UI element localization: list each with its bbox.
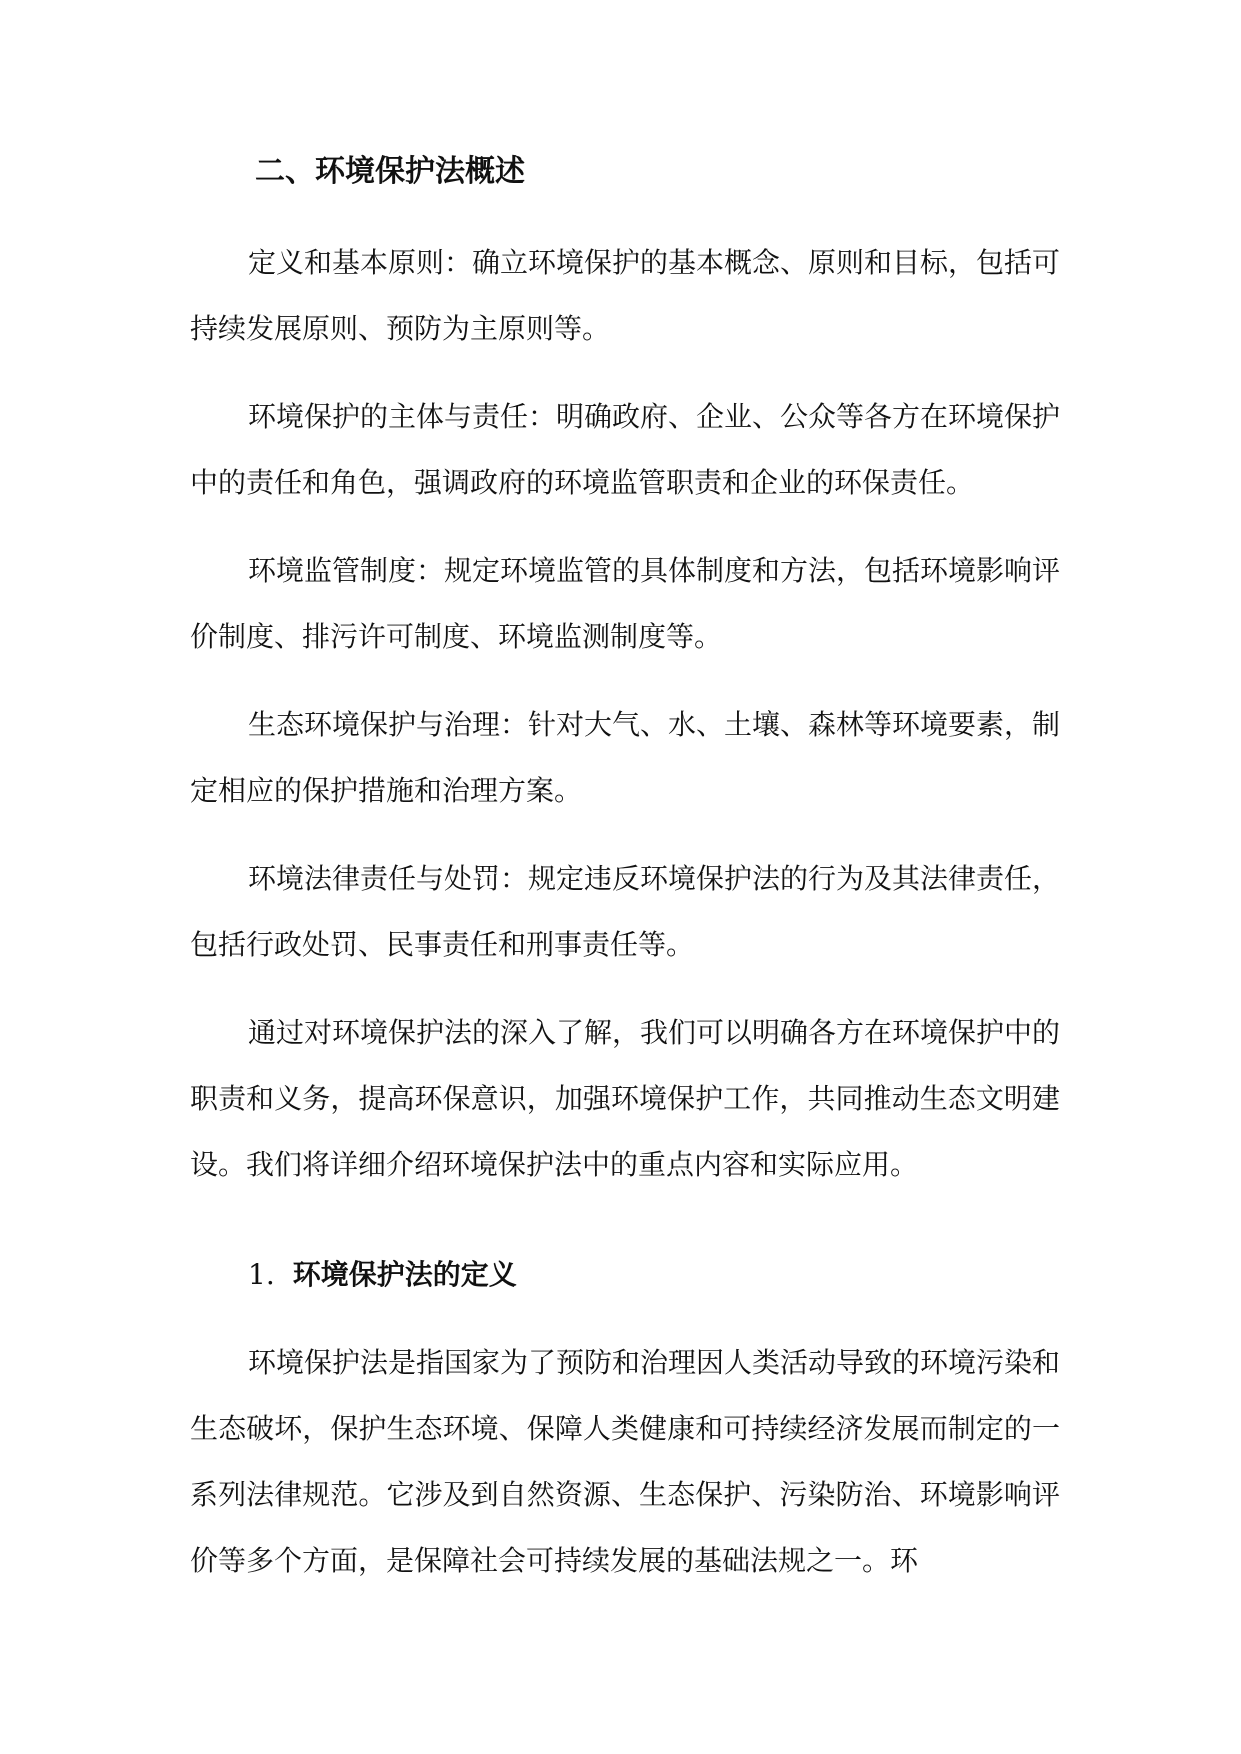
paragraph-ecology: 生态环境保护与治理：针对大气、水、土壤、森林等环境要素，制定相应的保护措施和治理方案。 [190, 708, 1061, 807]
subsection-number: 1. [248, 1258, 275, 1291]
section-heading: 二、环境保护法概述 [255, 154, 525, 189]
paragraph-principles: 定义和基本原则：确立环境保护的基本概念、原则和目标，包括可持续发展原则、预防为主原则等。 [190, 246, 1061, 345]
paragraph-supervision: 环境监管制度：规定环境监管的具体制度和方法，包括环境影响评价制度、排污许可制度、环境监测制度等。 [190, 554, 1061, 653]
paragraph-definition: 环境保护法是指国家为了预防和治理因人类活动导致的环境污染和生态破坏，保护生态环境、保障人类健康和可持续经济发展而制定的一系列法律规范。它涉及到自然资源、生态保护、污染防治、环境影响评价等多个方面，是保障社会可持续发展的基础法规之一。环 [190, 1346, 1061, 1577]
paragraph-summary: 通过对环境保护法的深入了解，我们可以明确各方在环境保护中的职责和义务，提高环保意识，加强环境保护工作，共同推动生态文明建设。我们将详细介绍环境保护法中的重点内容和实际应用。 [190, 1016, 1061, 1181]
subsection-title: 环境保护法的定义 [292, 1258, 517, 1291]
paragraph-liability: 环境法律责任与处罚：规定违反环境保护法的行为及其法律责任，包括行政处罚、民事责任和刑事责任等。 [190, 862, 1061, 961]
paragraph-responsibility: 环境保护的主体与责任：明确政府、企业、公众等各方在环境保护中的责任和角色，强调政府的环境监管职责和企业的环保责任。 [190, 400, 1061, 499]
subsection-heading [190, 1242, 1060, 1308]
document-body [190, 230, 1060, 1594]
